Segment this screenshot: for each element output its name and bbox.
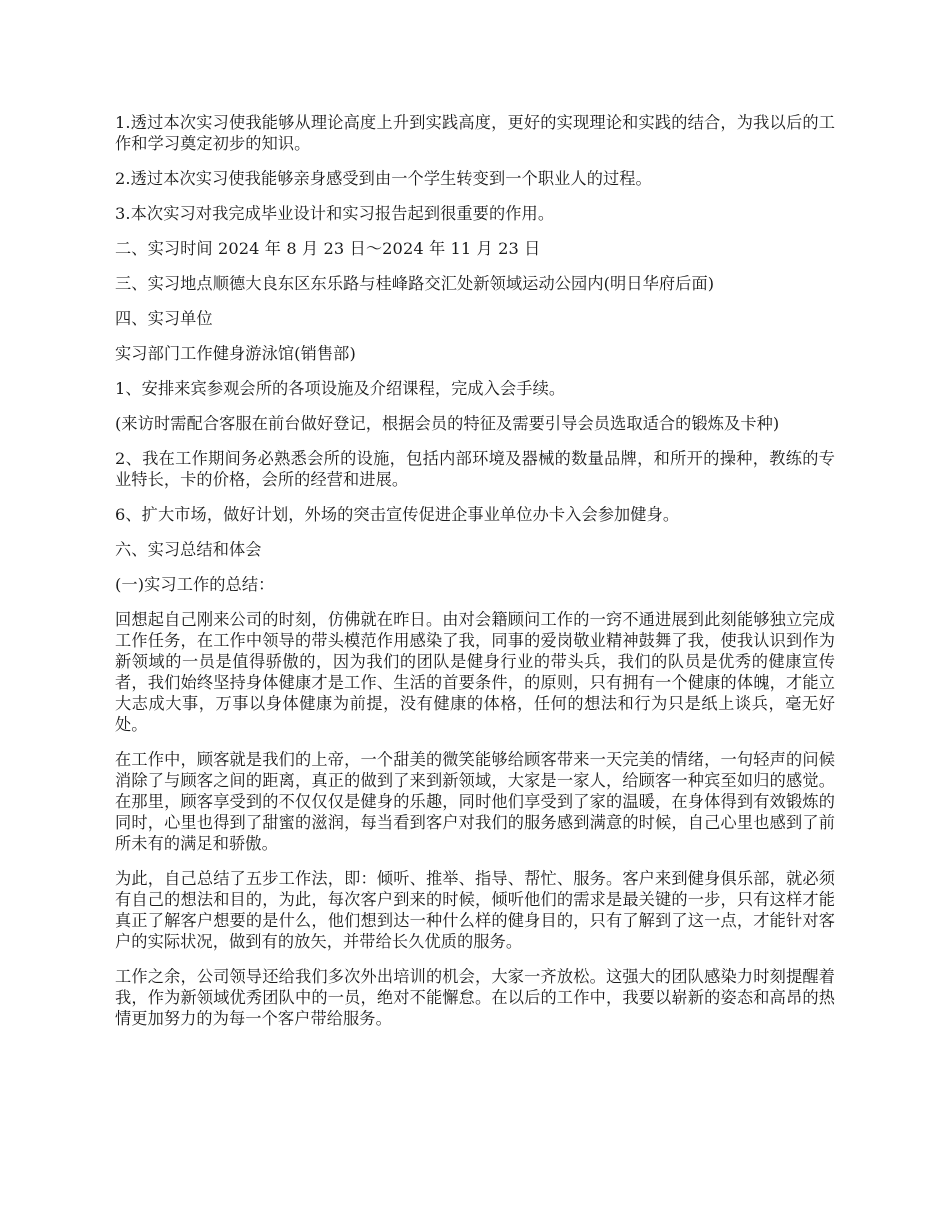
section-internship-location: 三、实习地点顺德大良东区东乐路与桂峰路交汇处新领域运动公园内(明日华府后面) (115, 274, 715, 293)
document-body (115, 112, 835, 1043)
section-summary-heading: 六、实习总结和体会 (115, 540, 262, 559)
paragraph-duty-1: 1、安排来宾参观会所的各项设施及介绍课程，完成入会手续。 (115, 379, 566, 398)
paragraph-summary-1: 回想起自己刚来公司的时刻，仿佛就在昨日。由对会籍顾问工作的一窍不通进展到此刻能够独立完成工作任务，在工作中领导的带头模范作用感染了我，同事的爱岗敬业精神鼓舞了我，使我认识到作为新领域的一员是值得骄傲的，因为我们的团队是健身行业的带头兵，我们的队员是优秀的健康宣传者，我们始终坚持身体健康才是工作、生活的首要条件，的原则，只有拥有一个健康的体魄，才能立大志成大事，万事以身体健康为前提，没有健康的体格，任何的想法和行为只是纸上谈兵，毫无好处。 (115, 610, 835, 734)
paragraph-summary-3: 为此，自己总结了五步工作法，即：倾听、推举、指导、帮忙、服务。客户来到健身俱乐部，就必须有自己的想法和目的，为此，每次客户到来的时候，倾听他们的需求是最关键的一步，只有这样才能真正了解客户想要的是什么，他们想到达一种什么样的健身目的，只有了解到了这一点，才能针对客户的实际状况，做到有的放矢，并带给长久优质的服务。 (115, 869, 835, 951)
paragraph-summary-2: 在工作中，顾客就是我们的上帝，一个甜美的微笑能够给顾客带来一天完美的情绪，一句轻声的问候消除了与顾客之间的距离，真正的做到了来到新领域，大家是一家人，给顾客一种宾至如归的感觉。在那里，顾客享受到的不仅仅仅是健身的乐趣，同时他们享受到了家的温暖，在身体得到有效锻炼的同时，心里也得到了甜蜜的滋润，每当看到客户对我们的服务感到满意的时候，自己心里也感到了前所未有的满足和骄傲。 (115, 750, 835, 853)
paragraph-duty-2: 2、我在工作期间务必熟悉会所的设施，包括内部环境及器械的数量品牌，和所开的操种，教练的专业特长，卡的价格，会所的经营和进展。 (115, 449, 835, 489)
section-internship-time: 二、实习时间 2024 年 8 月 23 日～2024 年 11 月 23 日 (115, 239, 541, 258)
paragraph-benefit-2: 2.透过本次实习使我能够亲身感受到由一个学生转变到一个职业人的过程。 (115, 169, 652, 188)
paragraph-benefit-3: 3.本次实习对我完成毕业设计和实习报告起到很重要的作用。 (115, 204, 555, 223)
paragraph-duty-note: (来访时需配合客服在前台做好登记，根据会员的特征及需要引导会员选取适合的锻炼及卡种) (115, 414, 780, 433)
section-internship-unit: 四、实习单位 (115, 309, 213, 328)
paragraph-duty-6: 6、扩大市场，做好计划，外场的突击宣传促进企事业单位办卡入会参加健身。 (115, 505, 680, 524)
subsection-work-summary: (一)实习工作的总结： (115, 575, 275, 594)
paragraph-benefit-1: 1.透过本次实习使我能够从理论高度上升到实践高度，更好的实现理论和实践的结合，为我以后的工作和学习奠定初步的知识。 (115, 113, 835, 153)
paragraph-summary-4: 工作之余，公司领导还给我们多次外出培训的机会，大家一齐放松。这强大的团队感染力时刻提醒着我，作为新领域优秀团队中的一员，绝对不能懈怠。在以后的工作中，我要以崭新的姿态和高昂的热情更加努力的为每一个客户带给服务。 (115, 967, 835, 1028)
paragraph-department: 实习部门工作健身游泳馆(销售部) (115, 344, 356, 363)
